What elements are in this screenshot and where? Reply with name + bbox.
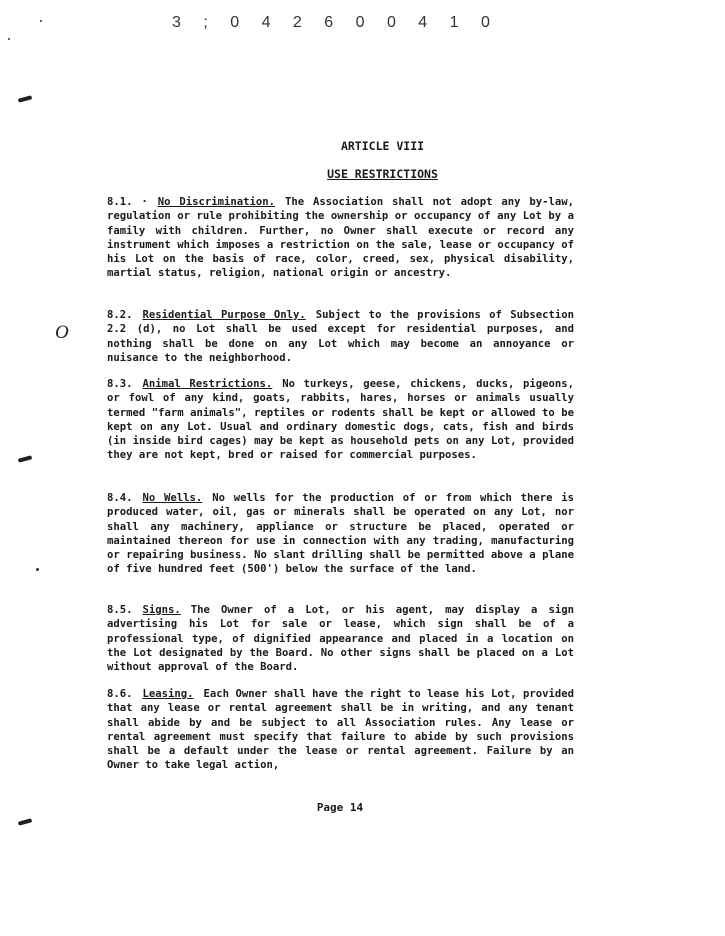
punch-hole-mark xyxy=(18,818,33,825)
section-body: Subject to the provisions of Subsection 2.2 (d), no Lot shall be used except for residential purposes, and nothing shall be done on any Lot which may become an annoyance or nuisance to the neighborhood. xyxy=(107,309,574,364)
punch-hole-mark xyxy=(18,95,33,102)
scan-speck xyxy=(36,568,39,571)
section-8-1 xyxy=(107,195,574,281)
section-body: The Association shall not adopt any by-law, regulation or rule prohibiting the ownership or occupancy of any Lot by a family with children. Further, no Owner shall execute or record any instrument which imposes a restriction on the sale, lease or occupancy of his Lot on the basis of race, color, creed, sex, physical disability, martial status, religion, national origin or ancestry. xyxy=(107,196,574,280)
section-8-2 xyxy=(107,308,574,365)
article-title: ARTICLE VIII xyxy=(340,139,425,153)
section-body: No turkeys, geese, chickens, ducks, pigeons, or fowl of any kind, goats, rabbits, hares, horses or animals usually termed "farm animals", reptiles or rodents shall be kept or allowed to be kept on any Lot. Usual and ordinary domestic dogs, cats, fish and birds (in inside bird cages) may be kept as household pets on any Lot, provided they are not kept, bred or raised for commercial purposes. xyxy=(107,378,574,462)
document-number: 3 ; 0 4 2 6 0 0 4 1 0 xyxy=(172,14,499,31)
section-number: 8.3. xyxy=(107,378,133,390)
page-number: Page 14 xyxy=(316,801,364,814)
section-number: 8.4. xyxy=(107,492,133,504)
section-body: No wells for the production of or from which there is produced water, oil, gas or minerals shall be operated on any Lot, nor shall any machinery, appliance or structure be placed, operated or maintained thereon for use in connection with any trading, manufacturing or repairing business. No slant drilling shall be permitted above a plane of five hundred feet (500') below the surface of the land. xyxy=(107,492,574,576)
section-heading: Leasing. xyxy=(142,688,194,700)
section-heading: Residential Purpose Only. xyxy=(142,309,306,321)
section-8-3 xyxy=(107,377,574,463)
section-body: Each Owner shall have the right to lease his Lot, provided that any lease or rental agreement shall be in writing, and any tenant shall abide by and be subject to all Association rules. Any lease or rental agreement must specify that failure to abide by such provisions shall be a default under the lease or rental agreement. Failure by an Owner to take legal action, xyxy=(107,688,574,772)
margin-mark: O xyxy=(55,322,69,343)
section-number: 8.1. · xyxy=(107,196,148,208)
section-heading: No Discrimination. xyxy=(157,196,275,208)
punch-hole-mark xyxy=(18,455,33,462)
section-8-4 xyxy=(107,491,574,577)
scan-speck xyxy=(8,38,10,40)
section-8-6 xyxy=(107,687,574,773)
section-heading: Animal Restrictions. xyxy=(142,378,273,390)
section-body: The Owner of a Lot, or his agent, may display a sign advertising his Lot for sale or lease, which sign shall be of a professional type, of dignified appearance and placed in a location on the Lot designated by the Board. No other signs shall be placed on a Lot without approval of the Board. xyxy=(107,604,574,674)
section-number: 8.5. xyxy=(107,604,133,616)
section-heading: Signs. xyxy=(142,604,181,616)
section-8-5 xyxy=(107,603,574,674)
scan-speck xyxy=(40,20,42,22)
section-heading: No Wells. xyxy=(142,492,203,504)
section-number: 8.2. xyxy=(107,309,133,321)
article-subtitle: USE RESTRICTIONS xyxy=(327,167,438,181)
section-number: 8.6. xyxy=(107,688,133,700)
